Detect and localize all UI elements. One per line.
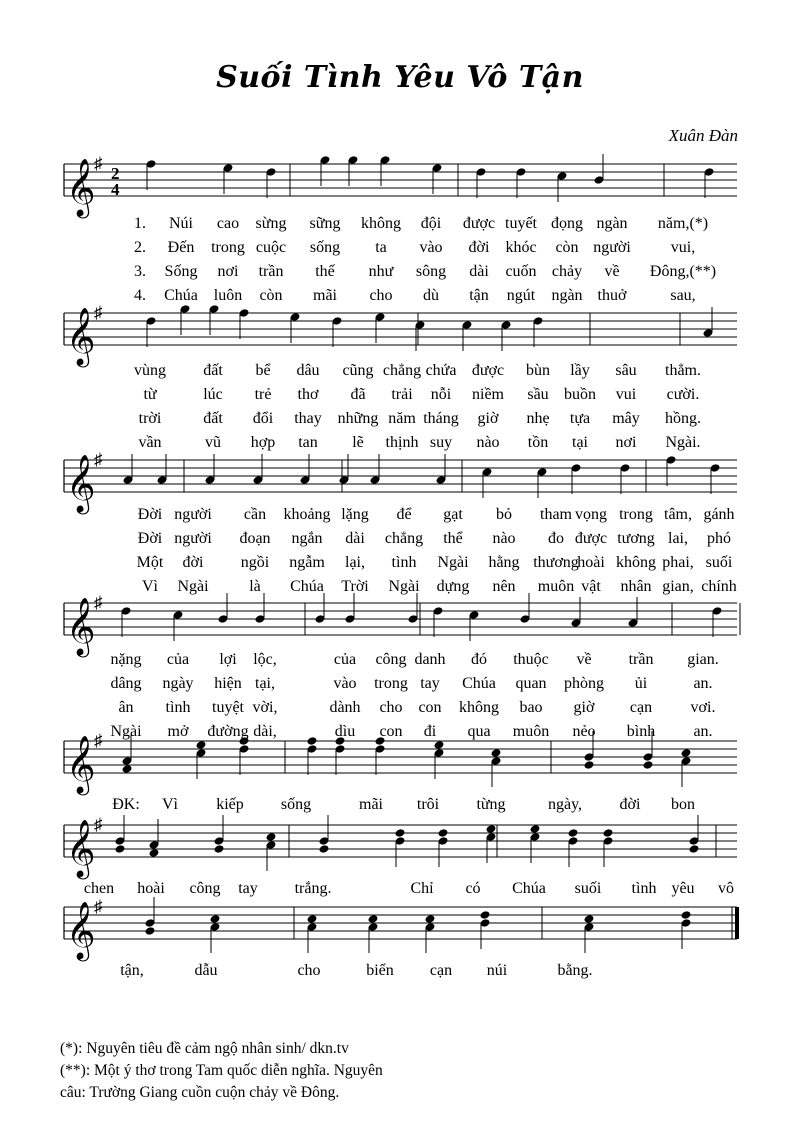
lyric-syllable: gian.: [687, 651, 719, 668]
key-sharp-icon: ♯: [94, 815, 103, 834]
lyric-syllable: mây: [612, 410, 640, 427]
lyric-syllable: muôn: [512, 723, 550, 740]
lyric-syllable: vũ: [205, 434, 221, 451]
lyric-syllable: nẻo: [572, 723, 596, 740]
note-head: [480, 910, 491, 920]
lyric-syllable: tháng: [423, 410, 459, 427]
lyric-syllable: tình: [165, 699, 191, 716]
lyric-syllable: như: [368, 263, 394, 280]
note-head: [368, 914, 379, 924]
verse-number: 4.: [134, 287, 146, 304]
lyric-syllable: tại,: [255, 675, 275, 692]
lyric-syllable: lầy: [570, 362, 590, 379]
lyric-syllable: vào: [419, 239, 443, 256]
lyric-syllable: trần: [258, 263, 284, 280]
verse-number: 3.: [134, 263, 146, 280]
lyric-syllable: cần: [243, 506, 267, 523]
lyric-syllable: biển: [366, 962, 394, 979]
lyric-syllable: Ngài.: [665, 434, 701, 451]
lyric-syllable: nơi: [615, 434, 637, 451]
lyric-syllable: trải: [391, 386, 413, 403]
lyric-syllable: dìu: [334, 723, 356, 740]
lyric-syllable: công: [375, 651, 407, 668]
lyric-syllable: tâm,: [664, 506, 692, 523]
note-head: [438, 828, 449, 838]
lyric-syllable: trẻ: [254, 386, 272, 403]
lyric-syllable: dâu: [296, 362, 320, 379]
lyric-syllable: gánh: [703, 506, 735, 523]
lyric-syllable: cạn: [629, 699, 653, 716]
lyric-syllable: lẽ: [352, 434, 364, 451]
lyric-syllable: đó: [471, 651, 487, 668]
lyric-syllable: phai,: [662, 554, 694, 571]
lyric-syllable: tuyết: [505, 215, 537, 232]
lyric-syllable: Chúa: [462, 675, 496, 692]
lyric-syllable: đã: [350, 386, 366, 403]
lyric-syllable: người: [174, 530, 212, 547]
lyric-syllable: Ngài: [177, 578, 209, 595]
lyric-syllable: bể: [255, 362, 271, 379]
note-head: [149, 848, 160, 858]
note-head: [307, 914, 318, 924]
note-head: [307, 736, 318, 746]
lyric-syllable: chảy: [551, 263, 583, 280]
lyric-syllable: dù: [423, 287, 439, 304]
lyric-syllable: cạn: [429, 962, 453, 979]
note-head: [643, 760, 654, 770]
lyric-syllable: không: [361, 215, 401, 232]
lyric-syllable: nào: [492, 530, 516, 547]
note-head: [145, 926, 156, 936]
lyric-syllable: chen: [83, 880, 115, 897]
lyric-syllable: tham: [540, 506, 572, 523]
lyric-syllable: Trời: [341, 578, 369, 595]
note-head: [196, 740, 207, 750]
lyric-syllable: chính: [701, 578, 737, 595]
lyric-syllable: tận: [469, 287, 489, 304]
lyric-syllable: tay: [238, 880, 258, 897]
note-head: [486, 824, 497, 834]
note-head: [425, 914, 436, 924]
lyric-syllable: thay: [294, 410, 322, 427]
lyric-syllable: dài,: [253, 723, 277, 740]
lyric-syllable: cuốn: [505, 263, 537, 280]
treble-clef-icon: 𝄞: [66, 308, 96, 364]
lyric-syllable: Núi: [169, 215, 193, 232]
footnote-1: (*): Nguyên tiêu đề cảm ngộ nhân sinh/ dkn.tv: [60, 1040, 349, 1057]
lyric-syllable: đời: [182, 554, 204, 571]
lyric-syllable: núi: [486, 962, 508, 979]
lyric-syllable: vùng: [134, 362, 166, 379]
treble-clef-icon: 𝄞: [66, 736, 96, 792]
lyric-syllable: không: [459, 699, 499, 716]
lyric-syllable: bỏ: [496, 506, 512, 523]
lyric-syllable: Một: [136, 554, 164, 571]
lyric-syllable: đất: [203, 410, 223, 427]
lyric-syllable: vật: [581, 578, 601, 595]
lyric-syllable: Ngài: [437, 554, 469, 571]
key-sharp-icon: ♯: [94, 450, 103, 469]
lyric-syllable: đi: [423, 723, 437, 740]
lyric-syllable: vui: [615, 386, 637, 403]
lyric-syllable: cho: [369, 287, 393, 304]
lyric-syllable: còn: [555, 239, 579, 256]
lyric-syllable: lai,: [668, 530, 688, 547]
treble-clef-icon: 𝄞: [66, 455, 96, 511]
lyric-syllable: luôn: [213, 287, 243, 304]
lyric-syllable: ủi: [634, 675, 648, 692]
lyric-syllable: sầu: [527, 386, 549, 403]
lyric-syllable: Đời: [137, 530, 163, 547]
lyric-syllable: lộc,: [253, 651, 277, 668]
lyric-syllable: cho: [297, 962, 321, 979]
treble-clef-icon: 𝄞: [66, 820, 96, 876]
lyric-syllable: bằng.: [557, 962, 593, 979]
lyric-syllable: Vì: [142, 578, 158, 595]
lyric-syllable: Đời: [137, 506, 163, 523]
lyric-syllable: người: [174, 506, 212, 523]
lyric-syllable: bình: [626, 723, 656, 740]
lyric-syllable: kiếp: [216, 796, 244, 813]
lyric-syllable: mãi: [359, 796, 383, 813]
lyric-syllable: đổi: [252, 410, 274, 427]
lyric-syllable: ngàn: [596, 215, 628, 232]
lyric-syllable: chứa: [425, 362, 457, 379]
time-signature-top: 2: [111, 164, 120, 183]
lyric-syllable: an.: [693, 675, 713, 692]
note-head: [115, 844, 126, 854]
lyric-syllable: thuộc: [513, 651, 549, 668]
lyric-syllable: cao: [216, 215, 240, 232]
lyric-syllable: hoài: [137, 880, 165, 897]
lyric-syllable: thẳm.: [665, 362, 701, 379]
lyric-syllable: phòng: [564, 675, 604, 692]
lyric-syllable: niềm: [472, 386, 504, 403]
lyric-syllable: cuộc: [255, 239, 287, 256]
lyric-syllable: vọng: [575, 506, 607, 523]
lyric-syllable: tại: [572, 434, 588, 451]
lyric-syllable: bao: [519, 699, 543, 716]
lyric-syllable: ngắn: [291, 530, 323, 547]
lyric-syllable: Ngài: [110, 723, 142, 740]
lyric-syllable: trắng.: [294, 880, 332, 897]
song-title: Suối Tình Yêu Vô Tận: [216, 60, 584, 95]
lyric-syllable: con: [379, 723, 403, 740]
lyric-syllable: thơ: [297, 386, 319, 403]
lyric-syllable: nhẹ: [526, 410, 550, 427]
lyric-syllable: chẳng: [382, 362, 422, 379]
note-head: [434, 740, 445, 750]
note-head: [491, 748, 502, 758]
key-sharp-icon: ♯: [94, 303, 103, 322]
lyric-syllable: là: [249, 578, 261, 595]
lyric-syllable: dành: [329, 699, 361, 716]
lyric-syllable: trần: [628, 651, 654, 668]
lyric-syllable: tương: [617, 530, 655, 547]
lyric-syllable: cũng: [342, 362, 374, 379]
note-head: [210, 914, 221, 924]
lyric-syllable: sau,: [670, 287, 696, 304]
lyric-syllable: ngẫm: [289, 554, 325, 571]
lyric-syllable: ngày: [162, 675, 194, 692]
lyric-syllable: sống: [280, 796, 312, 813]
note-head: [584, 914, 595, 924]
lyric-syllable: được: [462, 215, 496, 232]
chorus-label: ĐK:: [112, 796, 140, 813]
lyric-syllable: vời,: [252, 699, 278, 716]
lyric-syllable: người: [593, 239, 631, 256]
lyric-syllable: Ngài: [388, 578, 420, 595]
lyric-syllable: Chúa: [164, 287, 198, 304]
lyric-syllable: sâu: [615, 362, 637, 379]
lyric-syllable: những: [337, 410, 379, 427]
lyric-syllable: vui,: [670, 239, 696, 256]
lyric-syllable: cho: [379, 699, 403, 716]
treble-clef-icon: 𝄞: [66, 159, 96, 215]
lyric-syllable: đời: [619, 796, 641, 813]
lyric-syllable: dẫu: [194, 962, 218, 979]
lyric-syllable: an.: [693, 723, 713, 740]
lyric-syllable: không: [616, 554, 656, 571]
lyric-syllable: sống: [309, 239, 341, 256]
lyric-syllable: vần: [138, 434, 162, 451]
lyric-syllable: muôn: [537, 578, 575, 595]
lyric-syllable: đất: [203, 362, 223, 379]
lyric-syllable: đời: [468, 239, 490, 256]
note-head: [603, 828, 614, 838]
lyric-syllable: bon: [671, 796, 695, 813]
lyric-syllable: lợi: [219, 651, 237, 668]
lyric-syllable: ngồi: [240, 554, 270, 571]
lyric-syllable: Chỉ: [410, 880, 434, 897]
lyric-syllable: tình: [631, 880, 657, 897]
lyric-syllable: trong: [374, 675, 408, 692]
lyric-syllable: Sống: [164, 263, 198, 280]
lyric-syllable: năm,(*): [657, 215, 709, 232]
note-head: [319, 844, 330, 854]
lyric-syllable: lặng: [341, 506, 369, 523]
lyric-syllable: buồn: [564, 386, 596, 403]
lyric-syllable: hồng.: [665, 410, 701, 427]
note-head: [395, 828, 406, 838]
lyric-syllable: trời: [138, 410, 162, 427]
lyric-syllable: giờ: [477, 410, 499, 427]
note-head: [214, 844, 225, 854]
lyric-syllable: dâng: [110, 675, 142, 692]
lyric-syllable: nơi: [217, 263, 239, 280]
composer-name: Xuân Đàn: [668, 126, 738, 145]
lyric-syllable: Đông,(**): [649, 263, 717, 280]
lyric-syllable: ta: [375, 239, 387, 256]
treble-clef-icon: 𝄞: [66, 902, 96, 958]
lyric-syllable: sừng: [255, 215, 287, 232]
note-head: [122, 764, 133, 774]
lyric-syllable: sông: [415, 263, 447, 280]
lyric-syllable: tan: [298, 434, 318, 451]
lyric-syllable: quan: [515, 675, 547, 692]
lyric-syllable: còn: [259, 287, 283, 304]
note-head: [568, 828, 579, 838]
lyric-syllable: sững: [309, 215, 341, 232]
lyric-syllable: vào: [333, 675, 357, 692]
lyric-syllable: đọng: [551, 215, 583, 232]
lyric-syllable: nặng: [110, 651, 142, 668]
lyric-syllable: để: [396, 506, 412, 523]
lyric-syllable: danh: [414, 651, 446, 668]
note-head: [689, 844, 700, 854]
lyric-syllable: dài: [469, 263, 489, 280]
lyric-syllable: Chúa: [290, 578, 324, 595]
lyric-syllable: tựa: [569, 410, 591, 427]
lyric-syllable: trong: [211, 239, 245, 256]
lyric-syllable: có: [465, 880, 481, 897]
treble-clef-icon: 𝄞: [66, 598, 96, 654]
lyric-syllable: hoài: [577, 554, 605, 571]
lyric-syllable: thế: [315, 263, 335, 280]
lyric-syllable: thương: [533, 554, 579, 571]
lyric-syllable: nỗi: [430, 386, 452, 403]
verse-number: 1.: [134, 215, 146, 232]
time-signature-bottom: 4: [111, 180, 120, 199]
lyric-syllable: ân: [118, 699, 134, 716]
lyric-syllable: về: [576, 651, 592, 668]
footnote-3: câu: Trường Giang cuồn cuộn chảy về Đông.: [60, 1084, 340, 1101]
key-sharp-icon: ♯: [94, 593, 103, 612]
lyric-syllable: đường: [207, 723, 249, 740]
lyric-syllable: vô: [718, 880, 734, 897]
lyric-syllable: đoạn: [239, 530, 271, 547]
lyric-syllable: trong: [619, 506, 653, 523]
lyric-syllable: bùn: [526, 362, 550, 379]
lyric-syllable: mở: [167, 723, 189, 740]
lyric-syllable: nào: [476, 434, 500, 451]
lyric-syllable: suối: [705, 554, 733, 571]
footnote-2: (**): Một ý thơ trong Tam quốc diễn nghĩa. Nguyên: [60, 1062, 383, 1079]
lyric-syllable: nhân: [620, 578, 652, 595]
lyric-syllable: đội: [420, 215, 442, 232]
lyric-syllable: ngàn: [551, 287, 583, 304]
lyric-syllable: mãi: [313, 287, 337, 304]
lyric-syllable: của: [333, 651, 357, 668]
lyric-syllable: ngày,: [547, 796, 583, 813]
note-head: [530, 824, 541, 834]
lyric-syllable: về: [604, 263, 620, 280]
lyric-syllable: tay: [420, 675, 440, 692]
lyric-syllable: nên: [492, 578, 516, 595]
lyric-syllable: phó: [707, 530, 731, 547]
lyric-syllable: dài: [345, 530, 365, 547]
lyric-syllable: được: [574, 530, 608, 547]
lyric-syllable: lúc: [203, 386, 223, 403]
note-head: [681, 910, 692, 920]
lyric-syllable: thuở: [597, 287, 627, 304]
lyric-syllable: tận,: [120, 962, 144, 979]
lyric-syllable: giờ: [573, 699, 595, 716]
lyric-syllable: con: [418, 699, 442, 716]
lyric-syllable: công: [189, 880, 221, 897]
lyric-syllable: đo: [548, 530, 564, 547]
lyric-syllable: ngút: [506, 287, 536, 304]
lyric-syllable: từng: [476, 796, 506, 813]
lyric-syllable: tình: [391, 554, 417, 571]
key-sharp-icon: ♯: [94, 731, 103, 750]
lyric-syllable: của: [166, 651, 190, 668]
lyric-syllable: thể: [443, 530, 463, 547]
lyric-syllable: tuyệt: [212, 699, 244, 716]
lyric-syllable: Đến: [167, 239, 195, 256]
note-head: [584, 760, 595, 770]
verse-number: 2.: [134, 239, 146, 256]
lyric-syllable: được: [471, 362, 505, 379]
lyric-syllable: suy: [429, 434, 453, 451]
lyric-syllable: gạt: [443, 506, 463, 523]
lyric-syllable: từ: [143, 386, 157, 403]
note-head: [266, 832, 277, 842]
lyric-syllable: thịnh: [385, 434, 419, 451]
lyric-syllable: tồn: [527, 434, 549, 451]
key-sharp-icon: ♯: [94, 897, 103, 916]
lyric-syllable: suối: [574, 880, 602, 897]
key-sharp-icon: ♯: [94, 154, 103, 173]
lyric-syllable: năm: [388, 410, 416, 427]
lyric-syllable: trôi: [416, 796, 440, 813]
lyric-syllable: dựng: [436, 578, 470, 595]
lyric-syllable: gian,: [662, 578, 694, 595]
lyric-syllable: yêu: [671, 880, 695, 897]
lyric-syllable: lại,: [345, 554, 365, 571]
lyric-syllable: Vì: [162, 796, 178, 813]
lyric-syllable: chẳng: [384, 530, 424, 547]
lyric-syllable: vơi.: [690, 699, 716, 716]
lyric-syllable: hằng: [488, 554, 520, 571]
lyric-syllable: khoảng: [283, 506, 331, 523]
lyric-syllable: qua: [467, 723, 491, 740]
lyric-syllable: cười.: [666, 386, 700, 403]
note-head: [681, 748, 692, 758]
lyric-syllable: khóc: [505, 239, 537, 256]
lyric-syllable: hiện: [214, 675, 242, 692]
lyric-syllable: hợp: [250, 434, 276, 451]
lyric-syllable: Chúa: [512, 880, 546, 897]
